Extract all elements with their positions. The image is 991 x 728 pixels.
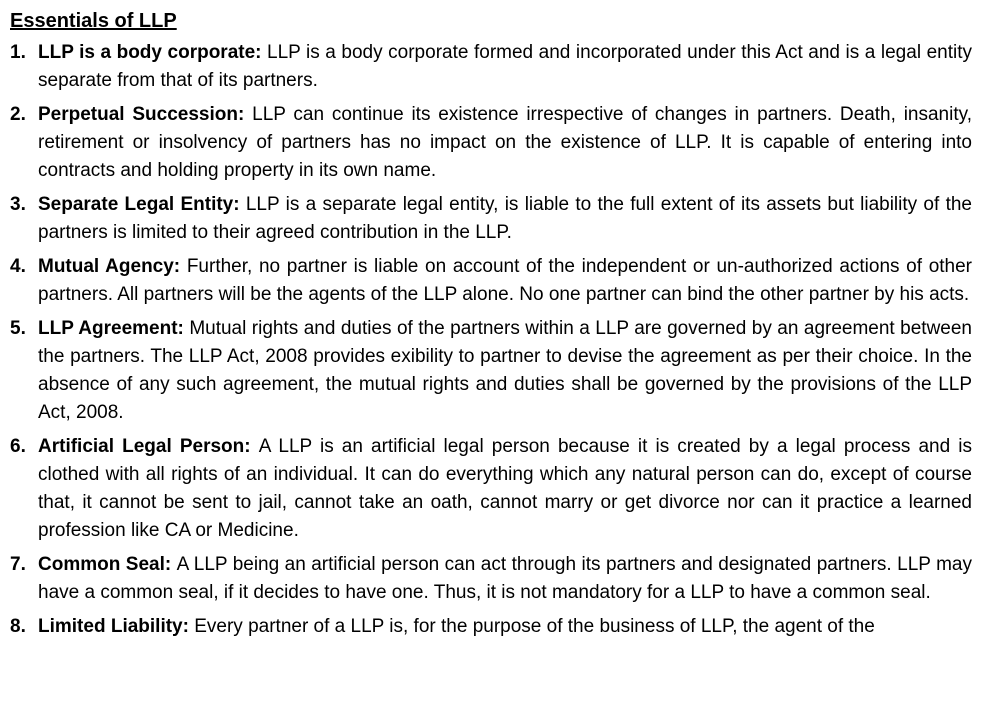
list-item-5 — [10, 315, 972, 427]
list-item-3 — [10, 191, 972, 247]
item-text: A LLP being an artificial person can act through its partners and designated partners. LLP may have a common seal, if it decides to have one. Thus, it is not mandatory for a LLP to have a common seal. — [38, 554, 972, 603]
item-term: Mutual Agency: — [38, 256, 187, 277]
item-number: 7. — [10, 554, 26, 575]
item-term: LLP is a body corporate: — [38, 42, 268, 63]
item-term: Artificial Legal Person: — [38, 436, 259, 457]
item-term: LLP Agreement: — [38, 318, 190, 339]
item-text: LLP can continue its existence irrespective of changes in partners. Death, insanity, retirement or insolvency of partners has no impact on the existence of LLP. It is capable of entering into contracts and holding property in its own name. — [38, 104, 972, 181]
item-term: Separate Legal Entity: — [38, 194, 246, 215]
list-item-7 — [10, 551, 972, 607]
item-number: 2. — [10, 104, 26, 125]
item-term: Common Seal: — [38, 554, 177, 575]
item-number: 3. — [10, 194, 26, 215]
section-heading: Essentials of LLP — [10, 10, 177, 32]
list-item-4 — [10, 253, 972, 309]
list-item-1 — [10, 39, 972, 95]
item-term: Perpetual Succession: — [38, 104, 253, 125]
item-number: 6. — [10, 436, 26, 457]
item-text: LLP is a body corporate formed and incorporated under this Act and is a legal entity separate from that of its partners. — [38, 42, 972, 91]
item-text: A LLP is an artificial legal person because it is created by a legal process and is clothed with all rights of an individual. It can do everything which any natural person can do, except of course that, it cannot be sent to jail, cannot take an oath, cannot marry or get divorce nor can it practice a learned profession like CA or Medicine. — [38, 436, 972, 541]
list-item-8 — [10, 613, 972, 641]
document-page — [10, 7, 972, 647]
item-number: 8. — [10, 616, 26, 637]
list-item-2 — [10, 101, 972, 185]
item-term: Limited Liability: — [38, 616, 195, 637]
essentials-list — [10, 39, 972, 641]
item-text: LLP is a separate legal entity, is liable to the full extent of its assets but liability of the partners is limited to their agreed contribution in the LLP. — [38, 194, 972, 243]
item-number: 5. — [10, 318, 26, 339]
item-text: Every partner of a LLP is, for the purpose of the business of LLP, the agent of the — [194, 616, 875, 637]
item-number: 1. — [10, 42, 26, 63]
list-item-6 — [10, 433, 972, 545]
item-text: Mutual rights and duties of the partners within a LLP are governed by an agreement between the partners. The LLP Act, 2008 provides exibility to partner to devise the agreement as per their choice. In the absence of any such agreement, the mutual rights and duties shall be governed by the provisions of the LLP Act, 2008. — [38, 318, 972, 423]
item-number: 4. — [10, 256, 26, 277]
item-text: Further, no partner is liable on account of the independent or un-authorized actions of other partners. All partners will be the agents of the LLP alone. No one partner can bind the other partner by his acts. — [38, 256, 972, 305]
